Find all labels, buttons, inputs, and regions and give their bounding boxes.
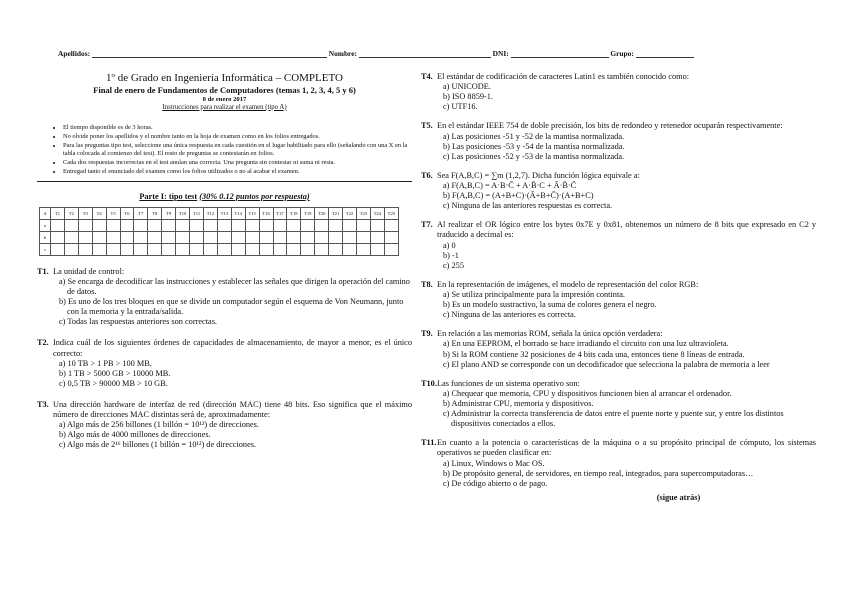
answer-cell[interactable] xyxy=(273,243,287,255)
question-option: a) Las posiciones -51 y -52 de la mantisa normalizada. xyxy=(443,131,625,141)
question xyxy=(421,329,816,369)
question-option: a) Algo más de 256 billones (1 billón = 10¹²) de direcciones. xyxy=(59,420,259,430)
question-stem: Indica cuál de los siguientes órdenes de capacidades de almacenamiento, de mayor a menor, es el único correcto: xyxy=(53,338,412,358)
answer-col-header: T6 xyxy=(120,207,134,219)
answer-cell[interactable] xyxy=(162,231,176,243)
answer-row-label: a xyxy=(40,219,51,231)
answer-cell[interactable] xyxy=(203,243,217,255)
answer-cell[interactable] xyxy=(343,231,357,243)
answer-cell[interactable] xyxy=(203,219,217,231)
question-option: b) ISO 8859-1. xyxy=(443,92,494,102)
answer-cell[interactable] xyxy=(190,243,204,255)
answer-cell[interactable] xyxy=(329,219,343,231)
answer-cell[interactable] xyxy=(356,243,370,255)
question-option: c) 255 xyxy=(443,260,464,270)
rule-item: • Cada dos respuestas incorrectas en el test anulan una correcta. Una pregunta sin contestar ni suma ni resta. xyxy=(63,159,412,167)
answer-cell[interactable] xyxy=(51,219,65,231)
answer-cell[interactable] xyxy=(176,243,190,255)
part-label: Parte I: tipo test xyxy=(139,191,198,201)
question-number: T3. xyxy=(37,400,49,410)
answer-cell[interactable] xyxy=(190,231,204,243)
answer-cell[interactable] xyxy=(148,243,162,255)
answer-cell[interactable] xyxy=(301,219,315,231)
answer-cell[interactable] xyxy=(64,219,78,231)
answer-cell[interactable] xyxy=(162,219,176,231)
answer-cell[interactable] xyxy=(315,219,329,231)
answer-cell[interactable] xyxy=(148,231,162,243)
question-option: a) 0 xyxy=(443,240,456,250)
question xyxy=(421,379,816,430)
answer-col-header: T13 xyxy=(217,207,231,219)
answer-col-header: T23 xyxy=(356,207,370,219)
answer-cell[interactable] xyxy=(106,231,120,243)
answer-cell[interactable] xyxy=(162,243,176,255)
question-option: c) Todas las respuestas anteriores son correctas. xyxy=(59,317,218,327)
answer-cell[interactable] xyxy=(78,219,92,231)
answer-cell[interactable] xyxy=(384,231,398,243)
answer-cell[interactable] xyxy=(106,219,120,231)
answer-cell[interactable] xyxy=(343,243,357,255)
answer-col-header: T21 xyxy=(329,207,343,219)
answer-col-header: T18 xyxy=(287,207,301,219)
answer-cell[interactable] xyxy=(176,219,190,231)
question xyxy=(421,280,816,320)
answer-cell[interactable] xyxy=(245,231,259,243)
answer-cell[interactable] xyxy=(190,219,204,231)
exam-subtitle: Final de enero de Fundamentos de Computadores (temas 1, 2, 3, 4, 5 y 6) xyxy=(93,85,356,96)
answer-table-corner: A xyxy=(40,207,51,219)
question-option: c) Ninguna de las anteriores respuestas es correcta. xyxy=(443,201,613,211)
question-number: T1. xyxy=(37,266,49,276)
answer-row xyxy=(40,219,399,231)
answer-row-label: b xyxy=(40,231,51,243)
answer-cell[interactable] xyxy=(134,219,148,231)
answer-col-header: T16 xyxy=(259,207,273,219)
question xyxy=(37,400,412,451)
question-option: a) En una EEPROM, el borrado se hace irradiando el circuito con una luz ultravioleta. xyxy=(443,339,729,349)
nombre-label: Nombre: xyxy=(328,49,357,58)
answer-row xyxy=(40,243,399,255)
answer-cell[interactable] xyxy=(384,243,398,255)
question-option: c) UTF16. xyxy=(443,102,478,112)
answer-cell[interactable] xyxy=(259,231,273,243)
question-option: a) Linux, Windows o Mac OS. xyxy=(443,458,545,468)
question-number: T6. xyxy=(421,170,433,180)
question-number: T4. xyxy=(421,72,433,81)
question xyxy=(421,171,816,211)
answer-cell[interactable] xyxy=(148,219,162,231)
question-stem: Una dirección hardware de interfaz de red (dirección MAC) tiene 48 bits. Eso significa que el máximo número de direcciones MAC distintas será de, aproximadamente: xyxy=(53,400,412,420)
answer-cell[interactable] xyxy=(245,243,259,255)
question xyxy=(37,267,412,328)
answer-col-header: T19 xyxy=(301,207,315,219)
question-stem: Sea F(A,B,C) = ∑m (1,2,7). Dicha función lógica equivale a: xyxy=(437,170,640,180)
answer-cell[interactable] xyxy=(92,231,106,243)
question-option: c) 0,5 TB > 90000 MB > 10 GB. xyxy=(59,378,168,388)
question xyxy=(421,438,816,489)
question-option: b) -1 xyxy=(443,250,459,260)
answer-cell[interactable] xyxy=(259,243,273,255)
answer-cell[interactable] xyxy=(120,243,134,255)
question-stem: Al realizar el OR lógico entre los bytes 0x7E y 0x81, obtenemos un número de 8 bits que expresado en C2 y traducido a decimal es: xyxy=(437,220,816,240)
question xyxy=(421,72,816,112)
question-option: a) Chequear que memoria, CPU y dispositivos funcionen bien al arrancar el ordenador. xyxy=(443,388,732,398)
answer-cell[interactable] xyxy=(176,231,190,243)
answer-cell[interactable] xyxy=(329,243,343,255)
question-option: b) F(A,B,C) = (A+B+C)·(Ā+B+C̄)·(A+B+C) xyxy=(443,191,594,201)
question-option: c) De código abierto o de pago. xyxy=(443,478,548,488)
answer-cell[interactable] xyxy=(78,243,92,255)
answer-cell[interactable] xyxy=(134,231,148,243)
apellidos-field[interactable] xyxy=(92,49,327,58)
answer-cell[interactable] xyxy=(92,219,106,231)
part-note: (30% 0.12 puntos por respuesta) xyxy=(199,191,310,201)
part-heading xyxy=(37,192,412,202)
divider xyxy=(37,181,412,182)
question-option: a) UNICODE. xyxy=(443,82,491,92)
answer-table xyxy=(39,207,399,256)
answer-cell[interactable] xyxy=(120,231,134,243)
question-option: c) Algo más de 2¹⁶ billones (1 billón = 10¹²) de direcciones. xyxy=(59,440,257,450)
question-option: a) Se utiliza principalmente para la impresión continta. xyxy=(443,289,626,299)
answer-cell[interactable] xyxy=(78,231,92,243)
nombre-field[interactable] xyxy=(359,49,491,58)
answer-cell[interactable] xyxy=(343,219,357,231)
question xyxy=(421,220,816,271)
answer-cell[interactable] xyxy=(51,243,65,255)
question-stem: En cuanto a la potencia o características de la máquina o a su propósito principal de cómputo, los sistemas operativos se pueden clasificar en: xyxy=(437,438,816,458)
answer-cell[interactable] xyxy=(370,219,384,231)
answer-cell[interactable] xyxy=(203,231,217,243)
question-number: T9. xyxy=(421,329,433,339)
answer-cell[interactable] xyxy=(315,231,329,243)
question-number: T2. xyxy=(37,338,49,348)
answer-col-header: T22 xyxy=(343,207,357,219)
question-stem: En relación a las memorias ROM, señala la única opción verdadera: xyxy=(437,329,663,339)
right-column xyxy=(421,72,816,503)
rules-list xyxy=(37,124,412,176)
question-number: T10. xyxy=(421,378,437,388)
question-option: a) Se encarga de decodificar las instrucciones y establecer las señales que dirigen la operación del camino de datos. xyxy=(59,276,410,297)
answer-cell[interactable] xyxy=(231,243,245,255)
answer-cell[interactable] xyxy=(273,231,287,243)
answer-col-header: T11 xyxy=(190,207,204,219)
question-option: b) Es un modelo sustractivo, la suma de colores genera el negro. xyxy=(443,300,657,310)
answer-cell[interactable] xyxy=(273,219,287,231)
answer-col-header: T5 xyxy=(106,207,120,219)
answer-col-header: T24 xyxy=(370,207,384,219)
answer-cell[interactable] xyxy=(356,219,370,231)
answer-cell[interactable] xyxy=(259,219,273,231)
answer-cell[interactable] xyxy=(217,231,231,243)
question-option: c) El plano AND se corresponde con un decodificador que selecciona la palabra de memoria a leer xyxy=(443,359,770,369)
question-option: b) Algo más de 4000 millones de direcciones. xyxy=(59,430,211,440)
answer-col-header: T2 xyxy=(64,207,78,219)
question-stem: La unidad de control: xyxy=(53,266,125,276)
question-stem: El estándar de codificación de caracteres Latin1 es también conocido como: xyxy=(437,72,690,81)
question-stem: En la representación de imágenes, el modelo de representación del color RGB: xyxy=(437,279,699,289)
answer-col-header: T3 xyxy=(78,207,92,219)
instructions-title: Instrucciones para realizar el examen (tipo A) xyxy=(162,103,287,111)
answer-cell[interactable] xyxy=(231,219,245,231)
answer-cell[interactable] xyxy=(231,231,245,243)
question-option: c) Ninguna de las anteriores es correcta. xyxy=(443,310,576,320)
question xyxy=(421,121,816,161)
rule-item: • Entregad tanto el enunciado del examen como los folios utilizados o no al acabar el examen. xyxy=(63,168,412,176)
left-column xyxy=(37,72,412,451)
question-number: T7. xyxy=(421,220,433,230)
answer-col-header: T20 xyxy=(315,207,329,219)
question-option: a) F(A,B,C) = A·B·C̄ + A·B̄·C + Ā·B̄·C̄ xyxy=(443,180,577,190)
answer-cell[interactable] xyxy=(245,219,259,231)
question xyxy=(37,338,412,389)
answer-cell[interactable] xyxy=(370,243,384,255)
answer-table-header xyxy=(40,207,399,219)
answer-cell[interactable] xyxy=(370,231,384,243)
grupo-label: Grupo: xyxy=(610,49,634,58)
question-number: T11. xyxy=(421,438,437,448)
answer-cell[interactable] xyxy=(356,231,370,243)
question-option: b) Es uno de los tres bloques en que se divide un computador según el esquema de Von Neumann, junto con la memoria y la entrada/salida. xyxy=(59,297,404,317)
answer-cell[interactable] xyxy=(287,243,301,255)
answer-col-header: T12 xyxy=(203,207,217,219)
question-number: T8. xyxy=(421,279,433,289)
answer-cell[interactable] xyxy=(92,243,106,255)
question-option: c) Las posiciones -52 y -53 de la mantisa normalizada. xyxy=(443,151,625,161)
question-stem: En el estándar IEEE 754 de doble precisión, los bits de redondeo y retenedor ocuparán respectivamente: xyxy=(437,121,783,131)
answer-cell[interactable] xyxy=(287,219,301,231)
answer-col-header: T15 xyxy=(245,207,259,219)
answer-cell[interactable] xyxy=(301,231,315,243)
rule-item: • El tiempo disponible es de 3 horas. xyxy=(63,124,412,132)
answer-cell[interactable] xyxy=(64,231,78,243)
answer-row-label: c xyxy=(40,243,51,255)
answer-col-header: T9 xyxy=(162,207,176,219)
question-option: a) 10 TB > 1 PB > 100 MB. xyxy=(59,358,152,368)
answer-cell[interactable] xyxy=(51,231,65,243)
exam-date: 8 de enero 2017 xyxy=(202,95,247,103)
grupo-field[interactable] xyxy=(636,49,694,58)
answer-col-header: T4 xyxy=(92,207,106,219)
answer-col-header: T25 xyxy=(384,207,398,219)
question-option: b) Si la ROM contiene 32 posiciones de 4 bits cada una, entonces tiene 8 líneas de entrada. xyxy=(443,349,745,359)
answer-col-header: T17 xyxy=(273,207,287,219)
answer-cell[interactable] xyxy=(315,243,329,255)
answer-row xyxy=(40,231,399,243)
answer-cell[interactable] xyxy=(217,243,231,255)
answer-col-header: T1 xyxy=(51,207,65,219)
question-number: T5. xyxy=(421,121,433,131)
apellidos-label: Apellidos: xyxy=(58,49,91,58)
answer-cell[interactable] xyxy=(301,243,315,255)
answer-col-header: T8 xyxy=(148,207,162,219)
answer-col-header: T14 xyxy=(231,207,245,219)
question-option: b) Administrar CPU, memoria y dispositivos. xyxy=(443,398,594,408)
question-option: b) De propósito general, de servidores, en tiempo real, integrados, para supercomputadoras… xyxy=(443,468,754,478)
exam-title: 1º de Grado en Ingeniería Informática – COMPLETO xyxy=(106,72,343,84)
continue-note: (sigue atrás) xyxy=(656,492,701,502)
answer-cell[interactable] xyxy=(120,219,134,231)
answer-cell[interactable] xyxy=(106,243,120,255)
answer-cell[interactable] xyxy=(287,231,301,243)
answer-col-header: T10 xyxy=(176,207,190,219)
answer-cell[interactable] xyxy=(64,243,78,255)
answer-col-header: T7 xyxy=(134,207,148,219)
answer-cell[interactable] xyxy=(384,219,398,231)
answer-cell[interactable] xyxy=(217,219,231,231)
rule-item: • No olvide poner los apellidos y el nombre tanto en la hoja de examen como en los folios entregados. xyxy=(63,133,412,141)
question-option: c) Administrar la correcta transferencia de datos entre el puente norte y puente sur, y entre los distintos dispositivos conectados a ellos. xyxy=(443,409,784,429)
rule-item: • Para las preguntas tipo test, seleccione una única respuesta en cada cuestión en el lugar habilitado para ello (señalando con una X en la tabla colocada al comienzo del test). El resto de preguntas se contestarán en folios. xyxy=(63,142,412,158)
question-option: b) 1 TB > 5000 GB > 10000 MB. xyxy=(59,368,171,378)
student-header xyxy=(58,49,788,58)
answer-cell[interactable] xyxy=(329,231,343,243)
question-stem: Las funciones de un sistema operativo son: xyxy=(437,378,580,388)
answer-cell[interactable] xyxy=(134,243,148,255)
dni-field[interactable] xyxy=(511,49,609,58)
dni-label: DNI: xyxy=(492,49,509,58)
question-option: b) Las posiciones -53 y -54 de la mantisa normalizada. xyxy=(443,141,625,151)
